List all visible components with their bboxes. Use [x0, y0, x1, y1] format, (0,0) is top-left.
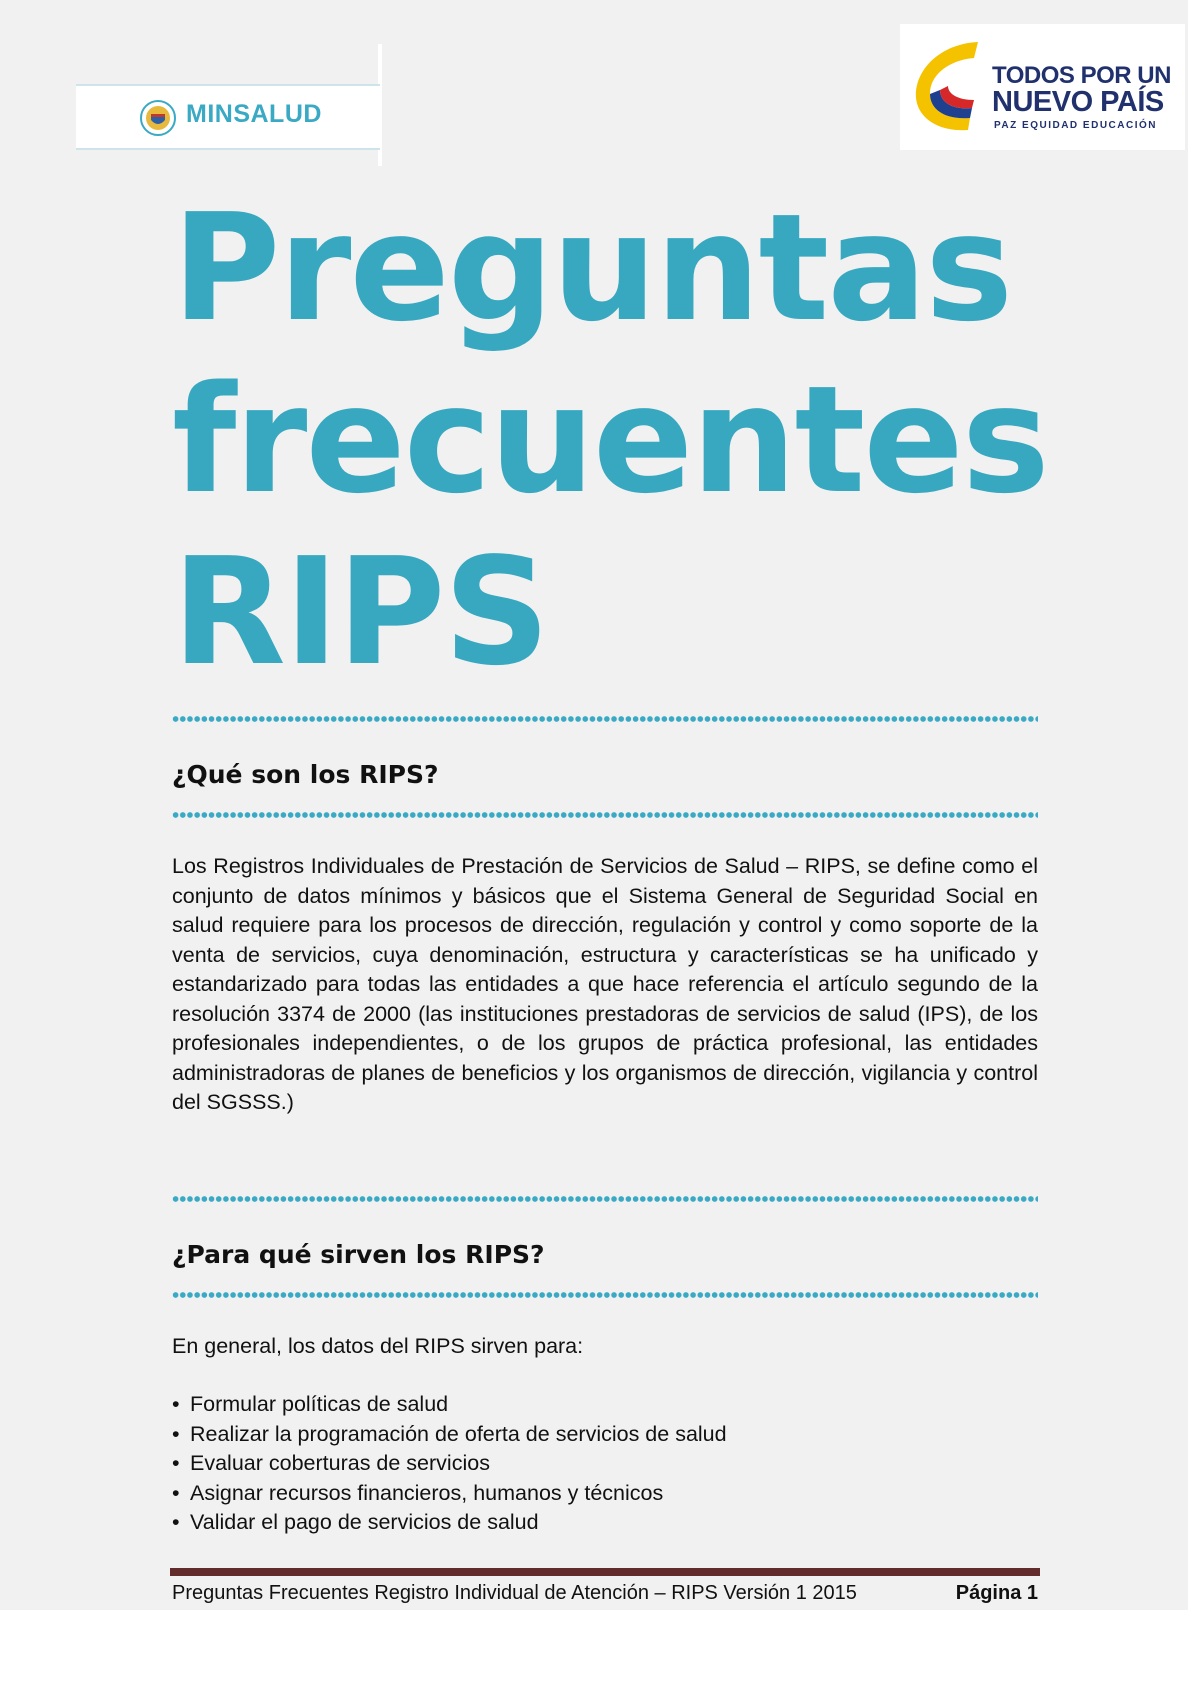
bullet-icon: •	[172, 1451, 180, 1476]
campaign-logo	[900, 24, 1185, 150]
section-heading: ¿Para qué sirven los RIPS?	[172, 1240, 545, 1269]
bullet-icon: •	[172, 1392, 180, 1416]
list-item: • Realizar la programación de oferta de servicios de salud	[172, 1420, 727, 1450]
section-intro: En general, los datos del RIPS sirven para:	[172, 1334, 584, 1358]
minsalud-logo	[76, 84, 380, 150]
campaign-logo-line1: TODOS POR UN	[992, 62, 1171, 89]
campaign-logo-line2: NUEVO PAÍS	[992, 86, 1164, 118]
dotted-divider	[172, 1290, 1038, 1300]
bullet-icon: •	[172, 1421, 180, 1446]
dotted-divider	[172, 714, 1038, 724]
footer-text: Preguntas Frecuentes Registro Individual de Atención – RIPS Versión 1 2015	[172, 1582, 857, 1604]
uses-list	[172, 1390, 727, 1538]
minsalud-logo-text: MINSALUD	[186, 100, 322, 128]
section-heading: ¿Qué son los RIPS?	[172, 760, 439, 789]
list-item: • Validar el pago de servicios de salud	[172, 1508, 727, 1538]
section-body: Los Registros Individuales de Prestación de Servicios de Salud – RIPS, se define como el conjunto de datos mínimos y básicos que el Sistema General de Seguridad Social en salud requiere para los procesos de dirección, regulación y control y como soporte de la venta de servicios, cuya denominación, estructura y características se ha unificado y estandarizado para todas las entidades a que hace referencia el artículo segundo de la resolución 3374 de 2000 (las instituciones prestadoras de servicios de salud (IPS), de los profesionales independientes, o de los grupos de práctica profesional, las entidades administradoras de planes de beneficios y los organismos de dirección, vigilancia y control del SGSSS.)	[172, 854, 1038, 1114]
list-item: • Asignar recursos financieros, humanos y técnicos	[172, 1479, 727, 1509]
page-title-line3: RIPS	[172, 526, 549, 698]
list-item: • Evaluar coberturas de servicios	[172, 1449, 727, 1479]
campaign-logo-tagline: PAZ EQUIDAD EDUCACIÓN	[994, 120, 1157, 131]
page-number: Página 1	[955, 1582, 1038, 1604]
bullet-icon: •	[172, 1480, 180, 1505]
footer-rule	[170, 1568, 1040, 1576]
page-title	[172, 182, 1048, 698]
flag-swoosh-icon	[908, 32, 988, 140]
coat-of-arms-icon	[140, 100, 176, 136]
dotted-divider	[172, 1194, 1038, 1204]
dotted-divider	[172, 810, 1038, 820]
list-item: • Formular políticas de salud	[172, 1390, 727, 1420]
page-title-line2: frecuentes	[172, 354, 1048, 526]
page-title-line1: Preguntas	[172, 182, 1012, 354]
bullet-icon: •	[172, 1510, 180, 1535]
